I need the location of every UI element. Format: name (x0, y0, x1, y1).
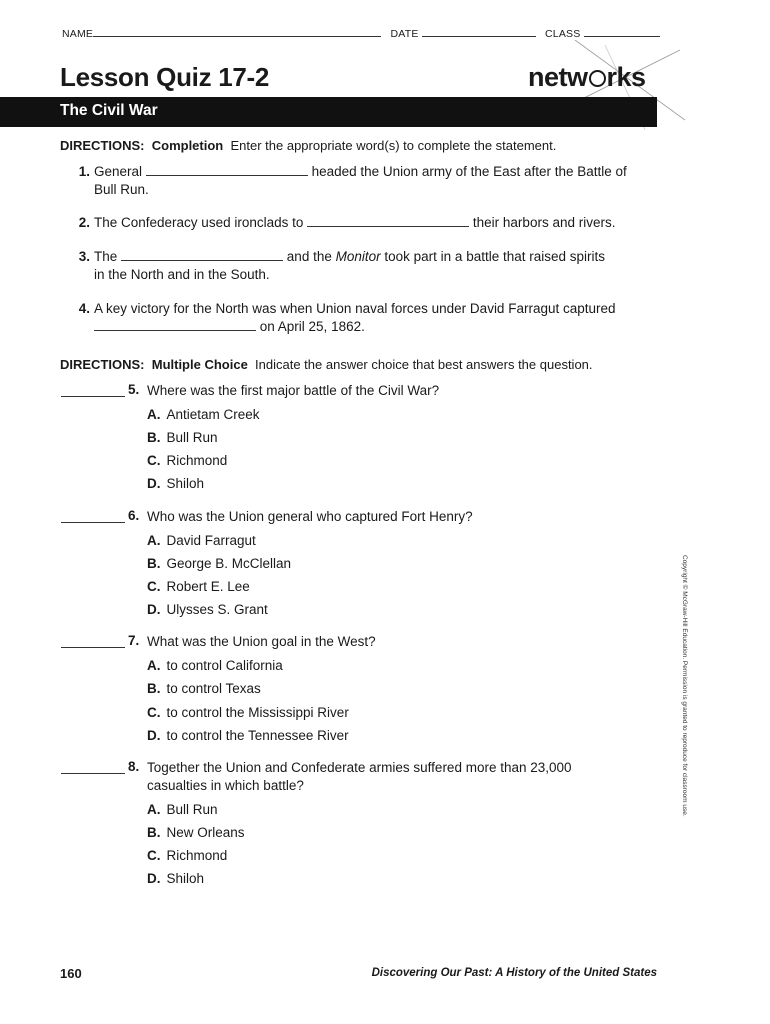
answer-blank[interactable] (61, 761, 125, 774)
option-text: Shiloh (166, 871, 205, 886)
option-d (147, 871, 204, 886)
option-text: to control the Tennessee River (166, 728, 349, 743)
option-b (147, 825, 245, 840)
question-text: took part in a battle that raised spirits (384, 249, 606, 264)
option-a (147, 658, 283, 673)
multiple-choice-directions (60, 357, 593, 372)
option-letter: A. (147, 407, 161, 422)
answer-blank[interactable] (94, 318, 256, 331)
option-c (147, 848, 227, 863)
option-a (147, 407, 260, 422)
option-text: Bull Run (166, 430, 218, 445)
question-text: General (94, 164, 143, 179)
option-d (147, 602, 268, 617)
question-text: on April 25, 1862. (259, 319, 365, 334)
option-letter: D. (147, 602, 161, 617)
option-b (147, 681, 261, 696)
book-title: Discovering Our Past: A History of the United States (371, 967, 657, 979)
logo-text-end: rks (606, 62, 646, 92)
directions-label: DIRECTIONS: (60, 138, 145, 153)
question-text: The Confederacy used ironclads to (94, 215, 304, 230)
name-blank (93, 26, 381, 37)
option-text: to control the Mississippi River (166, 705, 349, 720)
option-d (147, 476, 204, 491)
directions-type: Completion (151, 138, 224, 153)
option-letter: A. (147, 802, 161, 817)
completion-directions (60, 138, 556, 153)
option-a (147, 802, 218, 817)
completion-question-4 (78, 300, 664, 336)
option-a (147, 533, 256, 548)
option-text: George B. McClellan (166, 556, 292, 571)
question-text: their harbors and rivers. (472, 215, 616, 230)
question-text: Bull Run. (94, 182, 149, 197)
answer-blank[interactable] (121, 248, 283, 261)
option-text: New Orleans (166, 825, 245, 840)
option-b (147, 430, 218, 445)
option-text: to control Texas (166, 681, 261, 696)
option-letter: D. (147, 871, 161, 886)
name-label: NAME (62, 28, 94, 40)
networks-logo (528, 62, 646, 93)
option-letter: C. (147, 453, 161, 468)
option-text: to control California (166, 658, 283, 673)
logo-text-start: netw (528, 62, 588, 92)
question-text: Together the Union and Confederate armies suffered more than 23,000 (147, 760, 572, 775)
question-number: 7. (128, 633, 140, 648)
option-letter: C. (147, 848, 161, 863)
question-number: 6. (128, 508, 140, 523)
logo-globe-icon (589, 70, 606, 87)
class-label: CLASS (545, 28, 581, 40)
option-c (147, 579, 250, 594)
directions-type: Multiple Choice (151, 357, 248, 372)
completion-question-2 (78, 214, 664, 232)
student-info-line (62, 26, 658, 40)
answer-blank[interactable] (61, 384, 125, 397)
section-title-band (0, 97, 657, 127)
class-blank (584, 26, 660, 37)
option-letter: C. (147, 705, 161, 720)
page-number: 160 (60, 966, 82, 981)
question-number: 3. (78, 249, 90, 264)
answer-blank[interactable] (146, 163, 308, 176)
directions-text: Indicate the answer choice that best answers the question. (255, 357, 593, 372)
option-d (147, 728, 349, 743)
question-number: 4. (78, 301, 90, 316)
option-text: Ulysses S. Grant (166, 602, 268, 617)
option-text: Shiloh (166, 476, 205, 491)
option-text: Bull Run (166, 802, 218, 817)
directions-text: Enter the appropriate word(s) to complete the statement. (230, 138, 557, 153)
question-text: What was the Union goal in the West? (147, 634, 376, 649)
option-letter: B. (147, 681, 161, 696)
copyright-notice: Copyright © McGraw-Hill Education. Permission is granted to reproduce for classroom use. (681, 555, 688, 817)
option-text: Richmond (166, 848, 228, 863)
question-text: A key victory for the North was when Union naval forces under David Farragut captured (94, 301, 616, 316)
option-letter: D. (147, 476, 161, 491)
section-title: The Civil War (60, 102, 158, 119)
option-c (147, 705, 349, 720)
option-letter: C. (147, 579, 161, 594)
question-text: in the North and in the South. (94, 267, 270, 282)
completion-question-3 (78, 248, 664, 284)
date-blank (422, 26, 536, 37)
option-text: Robert E. Lee (166, 579, 250, 594)
answer-blank[interactable] (61, 635, 125, 648)
ship-name: Monitor (335, 249, 381, 264)
option-text: Richmond (166, 453, 228, 468)
answer-blank[interactable] (61, 510, 125, 523)
option-letter: A. (147, 533, 161, 548)
question-number: 1. (78, 164, 90, 179)
option-letter: A. (147, 658, 161, 673)
question-number: 5. (128, 382, 140, 397)
option-letter: D. (147, 728, 161, 743)
option-text: David Farragut (166, 533, 256, 548)
option-letter: B. (147, 430, 161, 445)
option-letter: B. (147, 825, 161, 840)
completion-question-1 (78, 163, 664, 199)
date-label: DATE (390, 28, 419, 40)
option-c (147, 453, 227, 468)
question-text: Who was the Union general who captured Fort Henry? (147, 509, 473, 524)
directions-label: DIRECTIONS: (60, 357, 145, 372)
question-text: The (94, 249, 118, 264)
question-text: Where was the first major battle of the Civil War? (147, 383, 440, 398)
question-number: 2. (78, 215, 90, 230)
question-number: 8. (128, 759, 140, 774)
answer-blank[interactable] (307, 214, 469, 227)
option-letter: B. (147, 556, 161, 571)
option-b (147, 556, 291, 571)
question-text: headed the Union army of the East after the Battle of (311, 164, 627, 179)
page-title: Lesson Quiz 17-2 (60, 62, 270, 92)
option-text: Antietam Creek (166, 407, 260, 422)
question-text: casualties in which battle? (147, 778, 304, 793)
question-text: and the (286, 249, 332, 264)
